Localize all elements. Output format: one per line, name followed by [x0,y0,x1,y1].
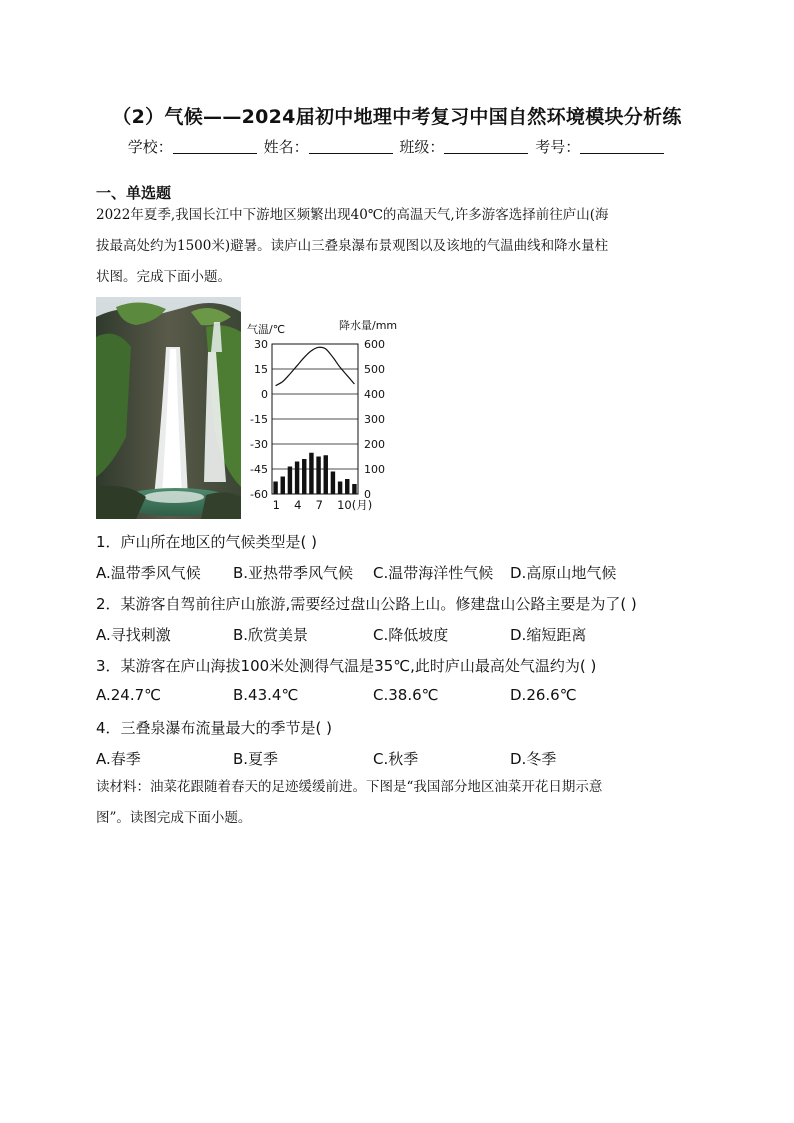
temperature-tick-label: -60 [250,488,268,501]
precipitation-bar [295,462,299,495]
precipitation-tick-label: 600 [364,338,385,351]
precipitation-tick-label: 0 [364,488,371,501]
temperature-axis-label: 气温/℃ [247,323,286,336]
question-4-stem: 4．三叠泉瀑布流量最大的季节是( ) [96,719,333,737]
question-1-option-a[interactable]: A.温带季风气候 [96,564,201,582]
passage-intro [96,200,708,293]
question-1-stem: 1．庐山所在地区的气候类型是( ) [96,533,318,551]
name-blank[interactable] [309,139,393,154]
chart-grid [272,344,358,494]
school-blank[interactable] [173,139,257,154]
precipitation-bar [338,482,342,495]
temperature-tick-label: 0 [261,388,268,401]
temperature-tick-label: -30 [250,438,268,451]
precipitation-tick-label: 100 [364,463,385,476]
student-info-line [0,136,794,157]
question-2-option-c[interactable]: C.降低坡度 [373,626,449,644]
precipitation-ticks [364,338,385,501]
question-3-option-a[interactable]: A.24.7℃ [96,686,162,704]
precipitation-bar [324,455,328,494]
precipitation-bar [352,484,356,494]
question-4-option-d[interactable]: D.冬季 [510,750,557,768]
passage-line: 图”。读图完成下面小题。 [96,810,252,826]
precipitation-tick-label: 300 [364,413,385,426]
month-tick-label: 1 [272,498,280,512]
precipitation-bar [331,472,335,495]
page-title: （2）气候——2024届初中地理中考复习中国自然环境模块分析练 [112,106,682,128]
precipitation-bar [345,479,349,494]
passage-rapeseed [96,772,708,834]
class-blank[interactable] [444,139,528,154]
exam-number-label: 考号： [535,138,581,156]
precipitation-axis-label: 降水量/mm [339,319,398,332]
precipitation-bar [316,457,320,495]
passage-line: 状图。完成下面小题。 [96,269,231,285]
passage-line: 2022年夏季,我国长江中下游地区频繁出现40℃的高温天气,许多游客选择前往庐山(海 [96,207,609,223]
question-3-option-b[interactable]: B.43.4℃ [233,686,299,704]
precipitation-tick-label: 500 [364,363,385,376]
question-4-option-a[interactable]: A.春季 [96,750,141,768]
temperature-curve [276,347,355,385]
question-1-option-c[interactable]: C.温带海洋性气候 [373,564,494,582]
month-ticks [273,498,373,512]
question-4-option-c[interactable]: C.秋季 [373,750,419,768]
precipitation-bar [302,459,306,494]
passage-line: 读材料：油菜花跟随着春天的足迹缓缓前进。下图是“我国部分地区油菜开花日期示意 [96,779,603,795]
temperature-tick-label: 30 [254,338,268,351]
question-4-option-b[interactable]: B.夏季 [233,750,279,768]
question-2-option-b[interactable]: B.欣赏美景 [233,626,309,644]
precipitation-bar [281,477,285,495]
temperature-tick-label: 15 [254,363,268,376]
question-3-stem: 3．某游客在庐山海拔100米处测得气温是35℃,此时庐山最高处气温约为( ) [96,657,597,675]
climate-chart [244,314,414,516]
precipitation-bars [273,453,356,494]
precipitation-bar [309,453,313,494]
passage-line: 拔最高处约为1500米)避暑。读庐山三叠泉瀑布景观图以及该地的气温曲线和降水量柱 [96,238,609,254]
temperature-tick-label: -45 [250,463,268,476]
temperature-tick-label: -15 [250,413,268,426]
name-label: 姓名： [263,138,309,156]
month-tick-label: 10(月) [337,498,373,512]
precipitation-bar [288,467,292,495]
question-2-stem: 2．某游客自驾前往庐山旅游,需要经过盘山公路上山。修建盘山公路主要是为了( ) [96,595,637,613]
waterfall-photo [96,297,241,519]
precipitation-tick-label: 200 [364,438,385,451]
precipitation-bar [273,482,277,495]
question-3-option-c[interactable]: C.38.6℃ [373,686,439,704]
question-1-option-b[interactable]: B.亚热带季风气候 [233,564,354,582]
question-2-option-d[interactable]: D.缩短距离 [510,626,587,644]
month-tick-label: 7 [315,498,323,512]
month-tick-label: 4 [294,498,302,512]
temperature-ticks [250,338,268,501]
precipitation-tick-label: 400 [364,388,385,401]
section-heading: 一、单选题 [96,184,172,202]
class-label: 班级： [399,138,445,156]
question-3-option-d[interactable]: D.26.6℃ [510,686,577,704]
question-1-option-d[interactable]: D.高原山地气候 [510,564,617,582]
exam-number-blank[interactable] [580,139,664,154]
school-label: 学校： [127,138,173,156]
question-2-option-a[interactable]: A.寻找刺激 [96,626,171,644]
